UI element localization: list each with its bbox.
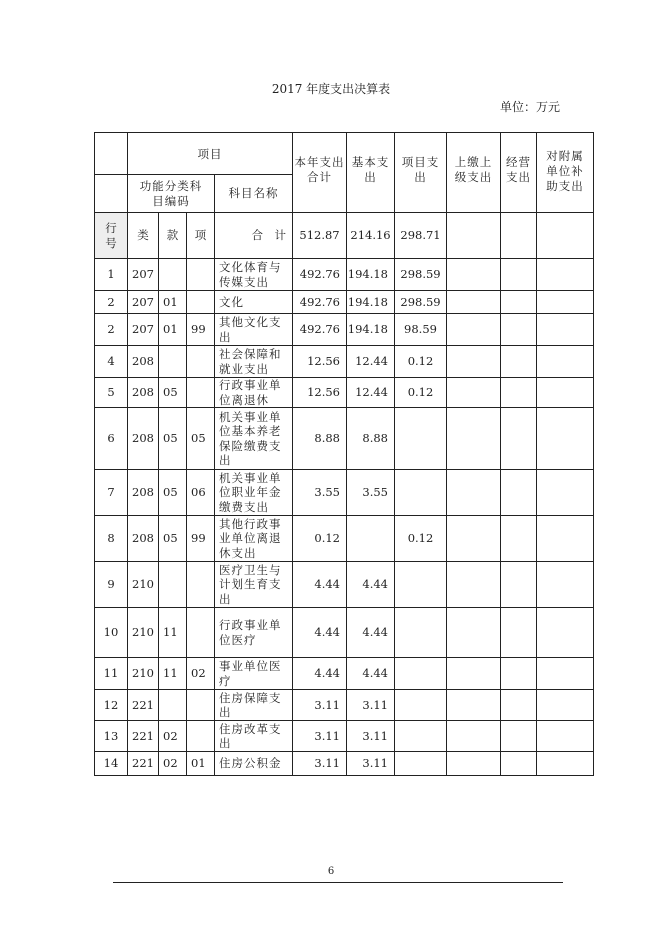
business-amount xyxy=(501,562,537,608)
subsidy-amount xyxy=(537,346,594,378)
kuan-code xyxy=(159,562,187,608)
basic-amount: 194.18 xyxy=(347,314,395,346)
xiang-code: 99 xyxy=(187,314,215,346)
total-amount: 0.12 xyxy=(293,516,347,562)
subject-name: 事业单位医疗 xyxy=(215,658,293,690)
subsidy-amount xyxy=(537,721,594,752)
kuan-code: 02 xyxy=(159,752,187,776)
kuan-code: 01 xyxy=(159,314,187,346)
row-number: 4 xyxy=(95,346,128,378)
xiang-code: 05 xyxy=(187,408,215,470)
header-upper: 上缴上级支出 xyxy=(447,133,501,213)
lei-code: 210 xyxy=(128,562,159,608)
table-row xyxy=(95,516,594,562)
project-amount xyxy=(395,470,447,516)
header-business: 经营支出 xyxy=(501,133,537,213)
xiang-code xyxy=(187,608,215,658)
total-amount: 12.56 xyxy=(293,346,347,378)
total-amount: 492.76 xyxy=(293,291,347,314)
subject-name: 文化 xyxy=(215,291,293,314)
upper-amount xyxy=(447,721,501,752)
business-amount xyxy=(501,314,537,346)
basic-amount: 194.18 xyxy=(347,259,395,291)
total-amount: 4.44 xyxy=(293,608,347,658)
total-amount: 8.88 xyxy=(293,408,347,470)
xiang-code xyxy=(187,690,215,721)
upper-amount xyxy=(447,516,501,562)
subject-name: 住房公积金 xyxy=(215,752,293,776)
upper-amount xyxy=(447,378,501,408)
business-amount xyxy=(501,259,537,291)
kuan-code xyxy=(159,259,187,291)
subject-name: 其他文化支出 xyxy=(215,314,293,346)
subsidy-amount xyxy=(537,752,594,776)
row-number: 1 xyxy=(95,259,128,291)
kuan-code: 11 xyxy=(159,608,187,658)
table-row xyxy=(95,608,594,658)
upper-amount xyxy=(447,291,501,314)
project-amount: 298.59 xyxy=(395,259,447,291)
subsidy-amount xyxy=(537,378,594,408)
subject-name: 行政事业单位医疗 xyxy=(215,608,293,658)
business-amount xyxy=(501,346,537,378)
header-total: 本年支出合计 xyxy=(293,133,347,213)
basic-amount: 3.11 xyxy=(347,752,395,776)
expenditure-table xyxy=(94,132,594,776)
upper-amount xyxy=(447,562,501,608)
subject-name: 行政事业单位离退休 xyxy=(215,378,293,408)
table-row xyxy=(95,259,594,291)
total-amount: 3.55 xyxy=(293,470,347,516)
table-row xyxy=(95,314,594,346)
row-number: 2 xyxy=(95,314,128,346)
subject-name: 社会保障和就业支出 xyxy=(215,346,293,378)
lei-code: 221 xyxy=(128,752,159,776)
row-number: 13 xyxy=(95,721,128,752)
header-lei: 类 xyxy=(128,213,159,259)
subject-name: 住房改革支出 xyxy=(215,721,293,752)
subsidy-amount xyxy=(537,291,594,314)
row-number: 11 xyxy=(95,658,128,690)
business-amount xyxy=(501,408,537,470)
lei-code: 208 xyxy=(128,470,159,516)
xiang-code xyxy=(187,562,215,608)
subject-name: 文化体育与传媒支出 xyxy=(215,259,293,291)
header-func-code: 功能分类科目编码 xyxy=(128,175,215,213)
subject-name: 住房保障支出 xyxy=(215,690,293,721)
xiang-code xyxy=(187,259,215,291)
xiang-code: 99 xyxy=(187,516,215,562)
subject-name: 机关事业单位职业年金缴费支出 xyxy=(215,470,293,516)
business-amount xyxy=(501,721,537,752)
header-project: 项目 xyxy=(128,133,293,175)
table-row xyxy=(95,470,594,516)
header-basic: 基本支出 xyxy=(347,133,395,213)
xiang-code: 01 xyxy=(187,752,215,776)
basic-amount: 3.11 xyxy=(347,690,395,721)
basic-amount xyxy=(347,516,395,562)
xiang-code xyxy=(187,346,215,378)
kuan-code: 02 xyxy=(159,721,187,752)
upper-amount xyxy=(447,470,501,516)
lei-code: 207 xyxy=(128,314,159,346)
xiang-code: 06 xyxy=(187,470,215,516)
total-amount: 3.11 xyxy=(293,690,347,721)
table-row xyxy=(95,408,594,470)
header-xiang: 项 xyxy=(187,213,215,259)
subsidy-amount xyxy=(537,259,594,291)
lei-code: 221 xyxy=(128,690,159,721)
project-amount: 0.12 xyxy=(395,378,447,408)
sum-business xyxy=(501,213,537,259)
lei-code: 221 xyxy=(128,721,159,752)
project-amount xyxy=(395,562,447,608)
basic-amount: 4.44 xyxy=(347,608,395,658)
row-number: 14 xyxy=(95,752,128,776)
kuan-code: 05 xyxy=(159,408,187,470)
subsidy-amount xyxy=(537,658,594,690)
upper-amount xyxy=(447,314,501,346)
business-amount xyxy=(501,658,537,690)
upper-amount xyxy=(447,346,501,378)
subsidy-amount xyxy=(537,470,594,516)
table-row xyxy=(95,291,594,314)
page-number: 6 xyxy=(327,866,335,877)
table-row xyxy=(95,562,594,608)
total-amount: 492.76 xyxy=(293,259,347,291)
subsidy-amount xyxy=(537,408,594,470)
xiang-code xyxy=(187,378,215,408)
kuan-code: 05 xyxy=(159,516,187,562)
lei-code: 208 xyxy=(128,346,159,378)
upper-amount xyxy=(447,690,501,721)
basic-amount: 194.18 xyxy=(347,291,395,314)
project-amount xyxy=(395,658,447,690)
kuan-code: 05 xyxy=(159,470,187,516)
project-amount xyxy=(395,408,447,470)
xiang-code: 02 xyxy=(187,658,215,690)
table-row xyxy=(95,752,594,776)
lei-code: 210 xyxy=(128,658,159,690)
project-amount xyxy=(395,690,447,721)
upper-amount xyxy=(447,658,501,690)
basic-amount: 4.44 xyxy=(347,562,395,608)
total-amount: 492.76 xyxy=(293,314,347,346)
lei-code: 208 xyxy=(128,378,159,408)
kuan-code: 11 xyxy=(159,658,187,690)
table-row xyxy=(95,378,594,408)
lei-code: 208 xyxy=(128,408,159,470)
table-row xyxy=(95,721,594,752)
business-amount xyxy=(501,470,537,516)
subsidy-amount xyxy=(537,608,594,658)
sum-label: 合 计 xyxy=(215,213,293,259)
basic-amount: 8.88 xyxy=(347,408,395,470)
project-amount: 98.59 xyxy=(395,314,447,346)
basic-amount: 4.44 xyxy=(347,658,395,690)
total-amount: 12.56 xyxy=(293,378,347,408)
basic-amount: 12.44 xyxy=(347,378,395,408)
sum-upper xyxy=(447,213,501,259)
subject-name: 机关事业单位基本养老保险缴费支出 xyxy=(215,408,293,470)
upper-amount xyxy=(447,408,501,470)
sum-subsidy xyxy=(537,213,594,259)
kuan-code xyxy=(159,346,187,378)
total-amount: 3.11 xyxy=(293,752,347,776)
header-project-expenditure: 项目支出 xyxy=(395,133,447,213)
subsidy-amount xyxy=(537,690,594,721)
row-number: 7 xyxy=(95,470,128,516)
header-subsidy: 对附属单位补助支出 xyxy=(537,133,594,213)
basic-amount: 3.11 xyxy=(347,721,395,752)
project-amount xyxy=(395,608,447,658)
total-amount: 4.44 xyxy=(293,562,347,608)
table-row xyxy=(95,658,594,690)
project-amount: 298.59 xyxy=(395,291,447,314)
row-number: 5 xyxy=(95,378,128,408)
row-number: 10 xyxy=(95,608,128,658)
total-amount: 4.44 xyxy=(293,658,347,690)
project-amount xyxy=(395,752,447,776)
row-number: 9 xyxy=(95,562,128,608)
basic-amount: 3.55 xyxy=(347,470,395,516)
table-row xyxy=(95,346,594,378)
kuan-code: 01 xyxy=(159,291,187,314)
table-row xyxy=(95,690,594,721)
project-amount xyxy=(395,721,447,752)
xiang-code xyxy=(187,291,215,314)
business-amount xyxy=(501,378,537,408)
kuan-code xyxy=(159,690,187,721)
document-title: 2017 年度支出决算表 xyxy=(271,82,391,96)
upper-amount xyxy=(447,259,501,291)
business-amount xyxy=(501,291,537,314)
lei-code: 208 xyxy=(128,516,159,562)
sum-basic: 214.16 xyxy=(347,213,395,259)
kuan-code: 05 xyxy=(159,378,187,408)
upper-amount xyxy=(447,608,501,658)
business-amount xyxy=(501,516,537,562)
row-number: 8 xyxy=(95,516,128,562)
footer-line xyxy=(113,882,563,883)
basic-amount: 12.44 xyxy=(347,346,395,378)
project-amount: 0.12 xyxy=(395,516,447,562)
header-blank xyxy=(95,133,128,175)
subsidy-amount xyxy=(537,516,594,562)
subject-name: 医疗卫生与计划生育支出 xyxy=(215,562,293,608)
row-number: 2 xyxy=(95,291,128,314)
upper-amount xyxy=(447,752,501,776)
xiang-code xyxy=(187,721,215,752)
business-amount xyxy=(501,752,537,776)
business-amount xyxy=(501,608,537,658)
sum-total: 512.87 xyxy=(293,213,347,259)
header-kuan: 款 xyxy=(159,213,187,259)
subject-name: 其他行政事业单位离退休支出 xyxy=(215,516,293,562)
header-subject-name: 科目名称 xyxy=(215,175,293,213)
sum-project: 298.71 xyxy=(395,213,447,259)
business-amount xyxy=(501,690,537,721)
lei-code: 207 xyxy=(128,259,159,291)
header-row-no: 行号 xyxy=(95,213,128,259)
row-number: 6 xyxy=(95,408,128,470)
lei-code: 210 xyxy=(128,608,159,658)
subsidy-amount xyxy=(537,562,594,608)
total-amount: 3.11 xyxy=(293,721,347,752)
subsidy-amount xyxy=(537,314,594,346)
unit-label: 单位：万元 xyxy=(500,100,561,114)
lei-code: 207 xyxy=(128,291,159,314)
project-amount: 0.12 xyxy=(395,346,447,378)
row-number: 12 xyxy=(95,690,128,721)
header-blank-2 xyxy=(95,175,128,213)
